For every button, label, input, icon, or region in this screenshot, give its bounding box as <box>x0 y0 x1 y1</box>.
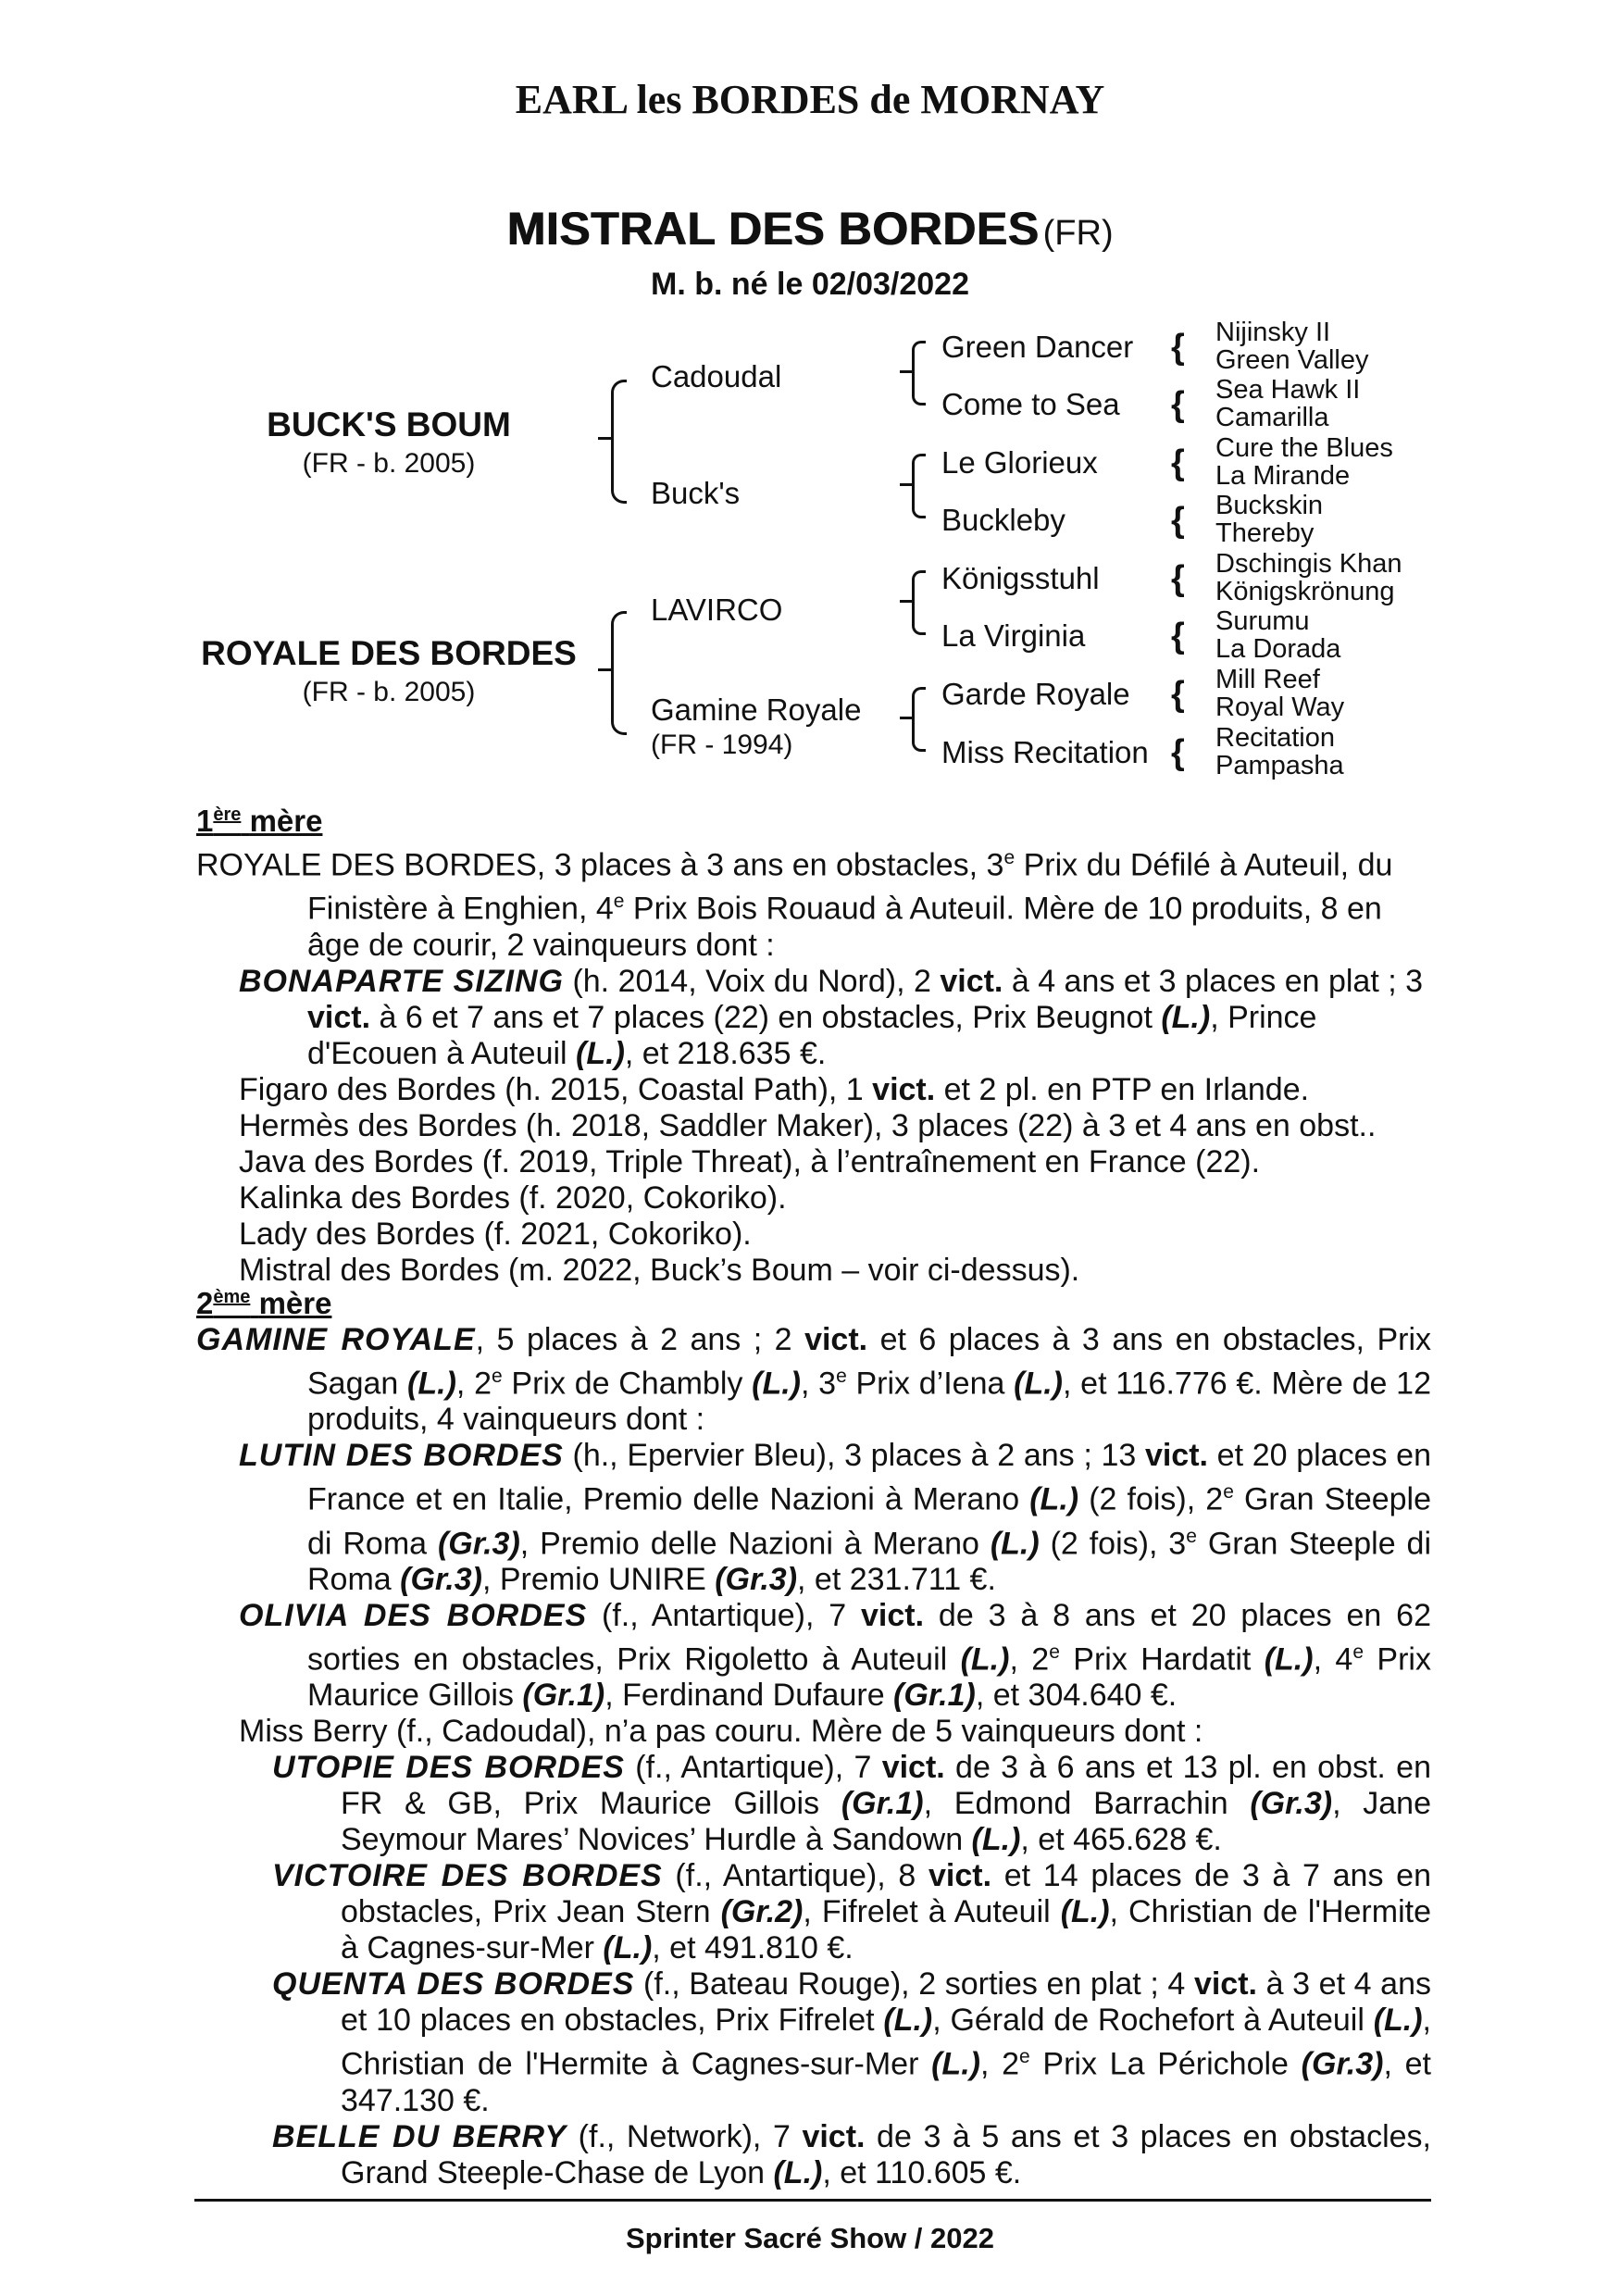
dam-bracket-tick <box>598 668 611 671</box>
second-dam-heading: 2ème mère <box>196 1286 332 1320</box>
footer-rule <box>194 2199 1431 2202</box>
produce-hermes: Hermès des Bordes (h. 2018, Saddler Maker), 3 places (22) à 3 et 4 ans en obst.. <box>239 1107 1377 1143</box>
produce-java: Java des Bordes (f. 2019, Triple Threat), à l’entraînement en France (22). <box>239 1143 1261 1179</box>
gamine-royale-record: GAMINE ROYALE, 5 places à 2 ans ; 2 vict. et 6 places à 3 ans en obstacles, Prix Sagan (L.), 2e Prix de Chambly (L.), 3e Prix d’Iena (L.), et 116.776 €. Mère de 12 produits, 4 vainqueurs dont : <box>196 1322 1432 1438</box>
g3-green-valley: Green Valley <box>1215 345 1369 375</box>
produce-olivia: OLIVIA DES BORDES (f., Antartique), 7 vict. de 3 à 8 ans et 20 places en 62 sorties en obstacles, Prix Rigoletto à Auteuil (L.), 2e Prix Hardatit (L.), 4e Prix Maurice Gillois (Gr.1), Ferdinand Dufaure (Gr.1), et 304.640 €. <box>239 1597 1432 1714</box>
g3-dschingis-khan: Dschingis Khan <box>1215 549 1402 579</box>
bracket-small-8: { <box>1171 733 1185 772</box>
g3-royal-way: Royal Way <box>1215 693 1345 722</box>
dam-info: (FR - b. 2005) <box>302 677 476 707</box>
g2-la-virginia: La Virginia <box>941 618 1086 653</box>
bracket-gamine <box>912 687 926 752</box>
g3-surumu: Surumu <box>1215 606 1310 636</box>
bracket-small-6: { <box>1171 617 1185 655</box>
bracket-small-7: { <box>1171 675 1185 714</box>
g2-come-to-sea: Come to Sea <box>941 387 1120 421</box>
g3-la-dorada: La Dorada <box>1215 634 1341 664</box>
second-dam-section <box>196 1322 1431 2191</box>
farm-name: EARL les BORDES de MORNAY <box>515 77 1105 122</box>
bracket-small-3: { <box>1171 443 1185 482</box>
produce-miss-berry: Miss Berry (f., Cadoudal), n’a pas couru. Mère de 5 vainqueurs dont : <box>239 1714 1203 1750</box>
g3-mill-reef: Mill Reef <box>1215 665 1320 694</box>
tick-lavirco <box>900 600 912 603</box>
tick-bucks <box>900 483 912 486</box>
produce-kalinka: Kalinka des Bordes (f. 2020, Cokoriko). <box>239 1179 787 1216</box>
produce-quenta: QUENTA DES BORDES (f., Bateau Rouge), 2 sorties en plat ; 4 vict. à 3 et 4 ans et 10 places en obstacles, Prix Fifrelet (L.), Gérald de Rochefort à Auteuil (L.), Christian de l'Hermite à Cagnes-sur-Mer (L.), 2e Prix La Périchole (Gr.3), et 347.130 €. <box>272 1966 1431 2118</box>
produce-utopie: UTOPIE DES BORDES (f., Antartique), 7 vict. de 3 à 6 ans et 13 pl. en obst. en FR & GB, Prix Maurice Gillois (Gr.1), Edmond Barrachin (Gr.3), Jane Seymour Mares’ Novices’ Hurdle à Sandown (L.), et 465.628 €. <box>272 1750 1431 1858</box>
first-dam-intro: ROYALE DES BORDES, 3 places à 3 ans en obstacles, 3e Prix du Défilé à Auteuil, du Finistère à Enghien, 4e Prix Bois Rouaud à Auteuil. Mère de 10 produits, 8 en âge de courir, 2 vainqueurs dont : <box>196 847 1393 963</box>
g3-sea-hawk: Sea Hawk II <box>1215 375 1361 405</box>
bracket-cadoudal <box>912 341 926 406</box>
g3-thereby: Thereby <box>1215 518 1315 548</box>
sire-bracket-tick <box>598 437 611 440</box>
horse-origin: (FR) <box>1042 214 1114 253</box>
g2-green-dancer: Green Dancer <box>941 330 1134 364</box>
g3-la-mirande: La Mirande <box>1215 461 1351 491</box>
sire-info: (FR - b. 2005) <box>302 448 476 479</box>
dam-name: ROYALE DES BORDES <box>201 634 577 672</box>
g3-recitation: Recitation <box>1215 723 1335 753</box>
produce-lady: Lady des Bordes (f. 2021, Cokoriko). <box>239 1216 752 1252</box>
g1-gamine-royale: Gamine Royale <box>651 693 862 727</box>
g2-konigsstuhl: Königsstuhl <box>941 561 1100 595</box>
bracket-small-5: { <box>1171 559 1185 598</box>
g3-buckskin: Buckskin <box>1215 491 1324 520</box>
horse-name: MISTRAL DES BORDES <box>506 203 1040 255</box>
bracket-small-2: { <box>1171 385 1185 424</box>
g1-cadoudal: Cadoudal <box>651 359 782 393</box>
g2-miss-recitation: Miss Recitation <box>941 735 1149 769</box>
g2-le-glorieux: Le Glorieux <box>941 445 1098 480</box>
produce-figaro: Figaro des Bordes (h. 2015, Coastal Path), 1 vict. et 2 pl. en PTP en Irlande. <box>239 1071 1310 1107</box>
g3-konigskronung: Königskrönung <box>1215 577 1395 606</box>
produce-belle: BELLE DU BERRY (f., Network), 7 vict. de 3 à 5 ans et 3 places en obstacles, Grand Steeple-Chase de Lyon (L.), et 110.605 €. <box>272 2118 1431 2190</box>
sire-name: BUCK'S BOUM <box>267 406 511 443</box>
bracket-lavirco <box>912 570 926 635</box>
footer-text: Sprinter Sacré Show / 2022 <box>625 2222 994 2254</box>
g3-pampasha: Pampasha <box>1215 751 1344 780</box>
sire-bracket <box>611 380 627 504</box>
pedigree-table <box>0 0 1620 815</box>
g1-lavirco: LAVIRCO <box>651 593 783 627</box>
g2-garde-royale: Garde Royale <box>941 677 1130 711</box>
produce-mistral: Mistral des Bordes (m. 2022, Buck’s Boum – voir ci-dessus). <box>239 1252 1080 1288</box>
g3-camarilla: Camarilla <box>1215 403 1329 432</box>
first-dam-heading: 1ère mère <box>196 804 323 838</box>
g3-cure-the-blues: Cure the Blues <box>1215 433 1393 463</box>
tick-gamine <box>900 717 912 719</box>
bracket-small-1: { <box>1171 328 1185 367</box>
produce-bonaparte: BONAPARTE SIZING (h. 2014, Voix du Nord), 2 vict. à 4 ans et 3 places en plat ; 3 vict. à 6 et 7 ans et 7 places (22) en obstacles, Prix Beugnot (L.), Prince d'Ecouen à Auteuil (L.), et 218.635 €. <box>239 963 1424 1071</box>
produce-victoire: VICTOIRE DES BORDES (f., Antartique), 8 vict. et 14 places de 3 à 7 ans en obstacles, Prix Jean Stern (Gr.2), Fifrelet à Auteuil (L.), Christian de l'Hermite à Cagnes-sur-Mer (L.), et 491.810 €. <box>272 1858 1431 1966</box>
horse-subtitle: M. b. né le 02/03/2022 <box>651 267 969 302</box>
g1-gamine-info: (FR - 1994) <box>651 730 793 760</box>
bracket-small-4: { <box>1171 501 1185 540</box>
g3-nijinsky: Nijinsky II <box>1215 318 1331 347</box>
tick-cadoudal <box>900 370 912 373</box>
produce-lutin: LUTIN DES BORDES (h., Epervier Bleu), 3 places à 2 ans ; 13 vict. et 20 places en France et en Italie, Premio delle Nazioni à Merano (L.) (2 fois), 2e Gran Steeple di Roma (Gr.3), Premio delle Nazioni à Merano (L.) (2 fois), 3e Gran Steeple di Roma (Gr.3), Premio UNIRE (Gr.3), et 231.711 €. <box>239 1438 1431 1597</box>
bracket-bucks <box>912 454 926 518</box>
first-dam-section <box>196 840 1431 1289</box>
g2-buckleby: Buckleby <box>941 503 1065 537</box>
g1-bucks: Buck's <box>651 476 741 510</box>
dam-bracket <box>611 611 627 735</box>
